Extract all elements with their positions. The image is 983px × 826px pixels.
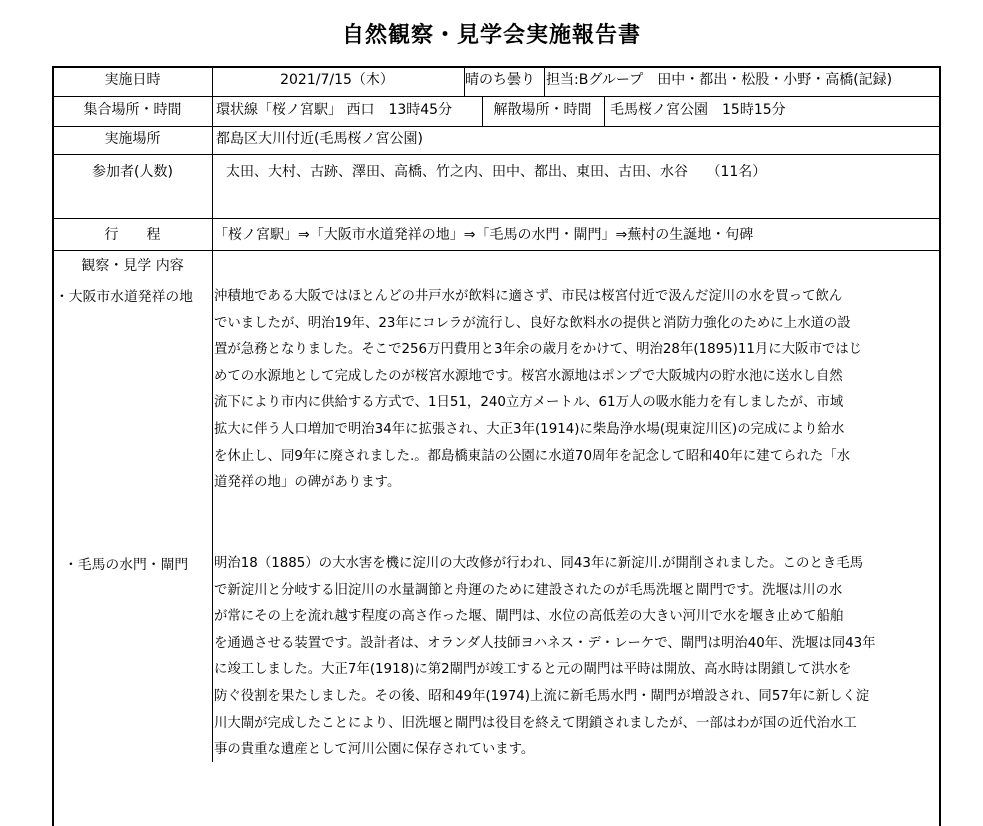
row-divider	[54, 218, 939, 219]
dismiss-value: 毛馬桜ノ宮公園 15時15分	[610, 102, 786, 118]
section-body-water	[214, 284, 914, 497]
body-line: を通過させる装置です。設計者は、オランダ人技師ヨハネス・デ・レーケで、閘門は明治40年、洗堰は同43年	[214, 635, 876, 651]
body-line: 拡大に伴う人口増加で明治34年に拡張され、大正3年(1914)に柴島浄水場(現東淀川区)の完成により給水	[214, 421, 845, 437]
section-body-kema	[214, 551, 914, 764]
section-heading-water: ・大阪市水道発祥の地	[55, 289, 193, 305]
body-line: 道発祥の地」の碑があります。	[214, 475, 401, 491]
participants-label: 参加者(人数)	[92, 164, 173, 180]
body-line: に竣工しました。大正7年(1918)に第2閘門が竣工すると元の閘門は平時は開放、高水時は閉鎖して洪水を	[214, 662, 852, 678]
col-divider	[604, 96, 605, 126]
participants-value: 太田、大村、古跡、澤田、高橋、竹之内、田中、都出、東田、古田、水谷 （11名）	[226, 164, 767, 180]
route-label: 行 程	[104, 227, 161, 243]
dismiss-label: 解散場所・時間	[493, 102, 592, 118]
date-label: 実施日時	[104, 72, 161, 88]
place-label: 実施場所	[104, 131, 161, 147]
col-divider	[212, 68, 213, 762]
row-divider	[54, 96, 939, 97]
row-divider	[54, 250, 939, 251]
body-line: 川大閘が完成したことにより、旧洗堰と閘門は役目を終えて閉鎖されましたが、一部はわが国の近代治水工	[214, 715, 857, 731]
body-line: 防ぐ役割を果たしました。その後、昭和49年(1974)上流に新毛馬水門・閘門が増設され、同57年に新しく淀	[214, 688, 870, 704]
row-divider	[54, 126, 939, 127]
route-value: 「桜ノ宮駅」⇒「大阪市水道発祥の地」⇒「毛馬の水門・閘門」⇒蕪村の生誕地・句碑	[214, 227, 754, 243]
body-line: 置が急務となりました。そこで256万円費用と3年余の歳月をかけて、明治28年(1895)11月に大阪市ではじ	[214, 342, 863, 358]
row-divider	[54, 154, 939, 155]
date-value: 2021/7/15（木）	[280, 72, 394, 88]
weather-value: 晴のち曇り	[465, 72, 535, 88]
body-line: でいましたが、明治19年、23年にコレラが流行し、良好な飲料水の提供と消防力強化のために上水道の設	[214, 315, 851, 331]
body-line: 沖積地である大阪ではほとんどの井戸水が飲料に適さず、市民は桜宮付近で汲んだ淀川の水を買って飲ん	[214, 289, 843, 304]
body-line: 明治18（1885）の大水害を機に淀川の大改修が行われ、同43年に新淀川.が開削されました。このとき毛馬	[214, 556, 864, 571]
body-line: めての水源地として完成したのが桜宮水源地です。桜宮水源地はポンプで大阪城内の貯水池に送水し自然	[214, 368, 843, 384]
body-line: 事の貴重な遺産として河川公園に保存されています。	[214, 742, 535, 758]
body-line: 流下により市内に供給する方式で、1日51，240立方メートル、61万人の吸水能力を有しましたが、市域	[214, 395, 844, 411]
body-line: が常にその上を流れ越す程度の高さ作った堰、閘門は、水位の高低差の大きい河川で水を堰き止めて船舶	[214, 609, 844, 625]
meeting-label: 集合場所・時間	[83, 102, 182, 118]
body-line: で新淀川と分岐する旧淀川の水量調節と舟運のために建設されたのが毛馬洗堰と閘門です。洗堰は川の水	[214, 582, 843, 598]
report-title: 自然観察・見学会実施報告書	[341, 23, 641, 48]
col-divider	[544, 68, 545, 96]
staff-value: 担当:Bグループ 田中・都出・松股・小野・高橋(記録)	[546, 72, 893, 88]
place-value: 都島区大川付近(毛馬桜ノ宮公園)	[216, 131, 423, 147]
meeting-value: 環状線「桜ノ宮駅」 西口 13時45分	[216, 102, 453, 118]
section-label: 観察・見学 内容	[81, 258, 184, 274]
body-line: を休止し、同9年に廃されました.。都島橋東詰の公園に水道70周年を記念して昭和40年に建てられた「水	[214, 448, 851, 464]
section-heading-kema: ・毛馬の水門・閘門	[64, 557, 189, 573]
